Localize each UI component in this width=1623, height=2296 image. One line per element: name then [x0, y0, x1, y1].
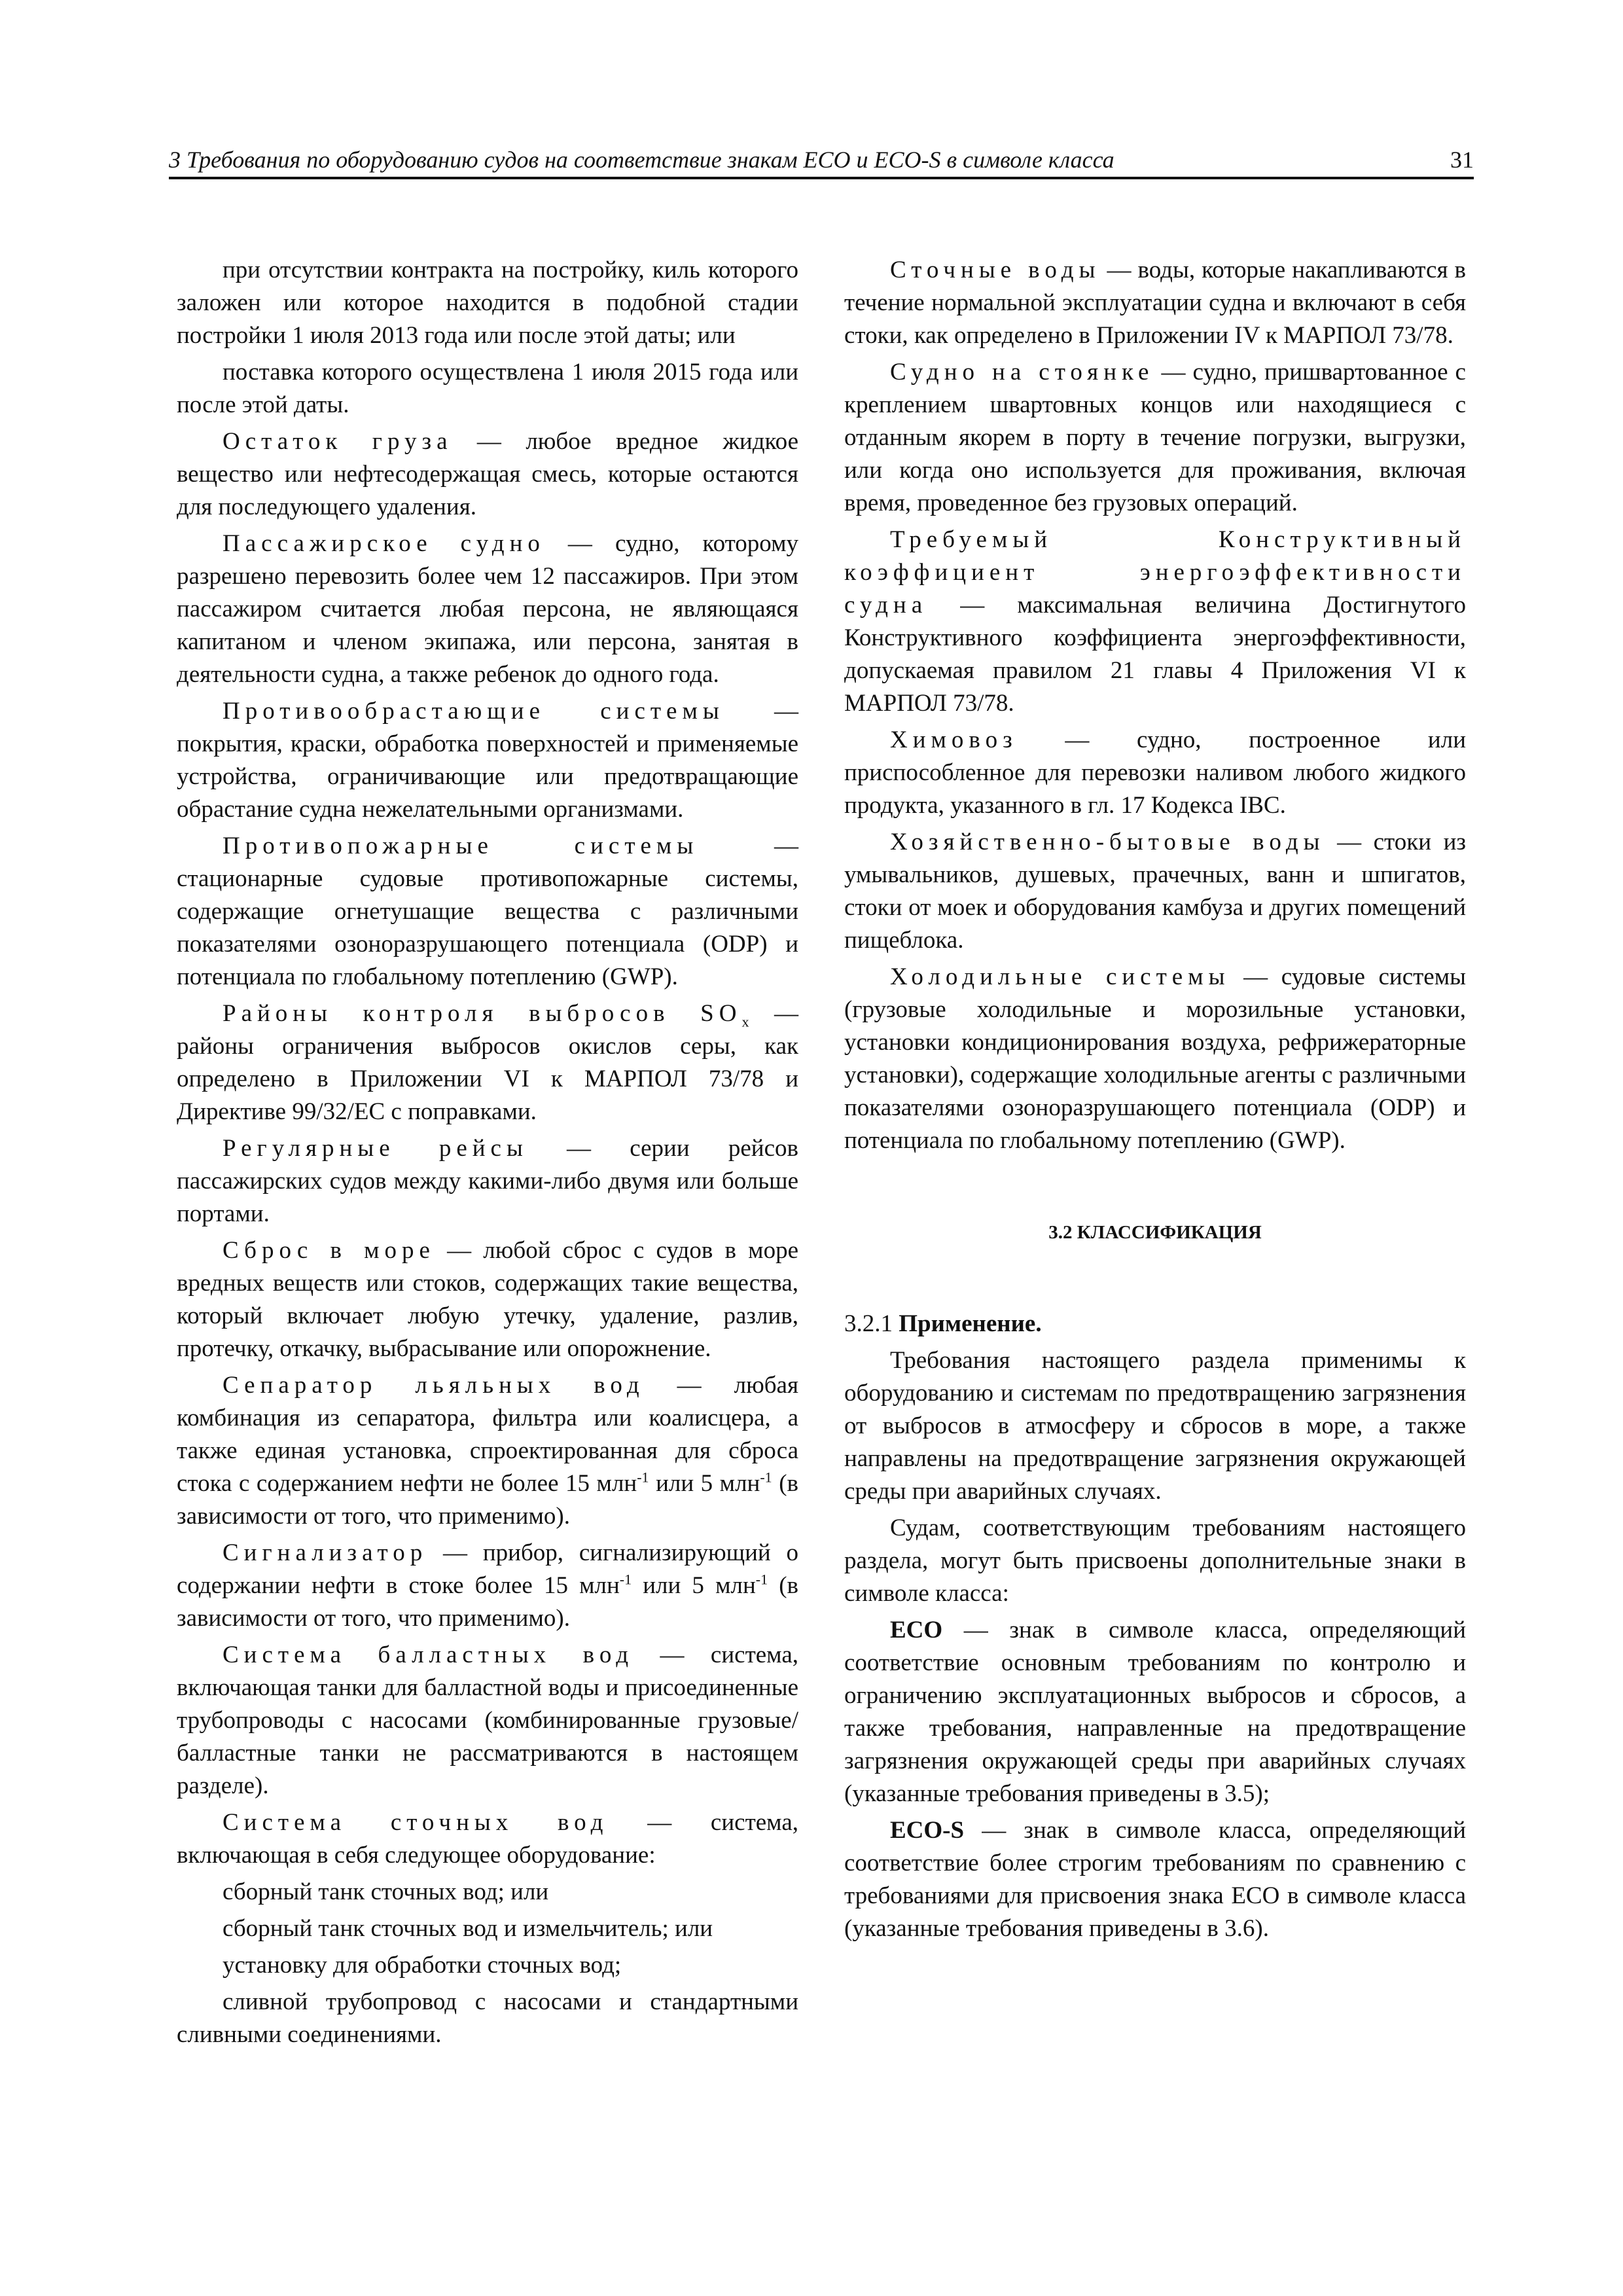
- header-title: 3 Требования по оборудованию судов на соответствие знакам ECO и ECO-S в символе класса: [169, 147, 1115, 173]
- definition-text: — максимальная величина Достигнутого Конструктивного коэффициента энергоэффективности, допускаемая правилом 21 главы 4 Приложения VI к МАРПОЛ 73/78.: [844, 592, 1466, 717]
- definition: [844, 724, 1466, 822]
- definition: [844, 961, 1466, 1157]
- definition: [177, 1639, 798, 1803]
- mark-definition: [844, 1614, 1466, 1810]
- section-heading: 3.2 КЛАССИФИКАЦИЯ: [1048, 1222, 1262, 1243]
- list-item: сборный танк сточных вод и измельчитель; или: [223, 1915, 713, 1942]
- term: Районы контроля выбросов SO: [223, 1000, 742, 1027]
- left-column: [177, 254, 798, 2055]
- term: Противообрастающие системы: [223, 698, 724, 725]
- term: Требуемый Конструктивный коэффициент энергоэффективности судна: [844, 526, 1466, 619]
- superscript: -1: [637, 1469, 649, 1486]
- definition-text: — любое вредное жидкое вещество или нефтесодержащая смесь, которые остаются для последующего удаления.: [177, 428, 798, 520]
- paragraph: поставка которого осуществлена 1 июля 2015 года или после этой даты.: [177, 359, 798, 418]
- term: Сигнализатор: [223, 1539, 428, 1566]
- definition: [844, 254, 1466, 352]
- definition-text: (в зависимости от того, что применимо).: [177, 1572, 798, 1632]
- superscript: -1: [760, 1469, 772, 1486]
- definition-text: — стоки из умывальников, душевых, прачечных, ванн и шпигатов, стоки от моек и оборудования камбуза и других помещений пищеблока.: [844, 829, 1466, 954]
- definition: [177, 528, 798, 691]
- definition-text: — система, включающая танки для балластной воды и присоединенные трубопроводы с насосами (комбинированные грузовые/балластные танки не рассматриваются в настоящем разделе).: [177, 1641, 798, 1799]
- list-item: сборный танк сточных вод; или: [223, 1878, 549, 1905]
- subsection-title: Применение.: [899, 1310, 1042, 1337]
- definition-text: — судно, построенное или приспособленное для перевозки наливом любого жидкого продукта, указанного в гл. 17 Кодекса IBC.: [844, 726, 1466, 819]
- term: Хозяйственно-бытовые воды: [890, 829, 1325, 855]
- list-item: сливной трубопровод с насосами и стандартными сливными соединениями.: [177, 1988, 798, 2048]
- definition-text: (в зависимости от того, что применимо).: [177, 1470, 799, 1530]
- class-mark: ECO-S: [890, 1817, 965, 1844]
- term: Сепаратор льяльных вод: [223, 1372, 645, 1399]
- term: Сброс в море: [223, 1237, 435, 1264]
- definition-text: — судовые системы (грузовые холодильные и морозильные установки, установки кондиционирования воздуха, рефрижераторные установки), содержащие холодильные агенты с различными показателями озоноразрушающего потенциала (ODP) и потенциала по глобальному потеплению (GWP).: [844, 963, 1466, 1154]
- superscript: -1: [755, 1571, 768, 1588]
- term: Судно на стоянке: [890, 359, 1154, 386]
- definition-text: — любая комбинация из сепаратора, фильтра или коалисцера, а также единая установка, спроектированная для сброса стока с содержанием нефти не более 15 млн: [177, 1372, 798, 1497]
- term: Регулярные рейсы: [223, 1135, 528, 1162]
- term: Сточные воды: [890, 257, 1101, 283]
- term: Система сточных вод: [223, 1809, 609, 1836]
- paragraph: при отсутствии контракта на постройку, киль которого заложен или которое находится в подобной стадии постройки 1 июля 2013 года или после этой даты; или: [177, 257, 798, 349]
- definition-text: — система, включающая в себя следующее оборудование:: [177, 1809, 799, 1869]
- paragraph: Требования настоящего раздела применимы к оборудованию и системам по предотвращению загрязнения от выбросов в атмосферу и сбросов в море, а также направлены на предотвращение загрязнения окружающей среды при аварийных случаях.: [844, 1347, 1466, 1505]
- definition-text: — серии рейсов пассажирских судов между какими-либо двумя или больше портами.: [177, 1135, 798, 1227]
- term: Пассажирское судно: [223, 530, 545, 557]
- definition: [844, 524, 1466, 720]
- subsection-number: 3.2.1: [844, 1310, 899, 1337]
- definition-text: или 5 млн: [632, 1572, 756, 1599]
- definition-text: — районы ограничения выбросов окислов серы, как определено в Приложении VI к МАРПОЛ 73/78 и Директиве 99/32/ЕС с поправками.: [177, 1000, 798, 1125]
- class-mark: ECO: [890, 1617, 943, 1643]
- definition: [177, 425, 798, 524]
- term: Противопожарные системы: [223, 833, 699, 859]
- definition: [844, 826, 1466, 957]
- definition-text: — прибор, сигнализирующий о содержании нефти в стоке более 15 млн: [177, 1539, 798, 1599]
- definition: [177, 1537, 798, 1635]
- definition: [177, 1369, 798, 1533]
- definition-text: — судно, пришвартованное с креплением швартовных концов или находящиеся с отданным якорем в порту в течение погрузки, выгрузки, или когда оно используется для проживания, включая время, проведенное без грузовых операций.: [844, 359, 1466, 516]
- term: Химовоз: [890, 726, 1018, 753]
- definition: [177, 1132, 798, 1230]
- term: Холодильные системы: [890, 963, 1230, 990]
- definition: [177, 1806, 798, 1872]
- subscript: x: [741, 1013, 749, 1030]
- definition-text: — воды, которые накапливаются в течение нормальной эксплуатации судна и включают в себя стоки, как определено в Приложении IV к МАРПОЛ 73/78.: [844, 257, 1466, 349]
- superscript: -1: [619, 1571, 632, 1588]
- page-number: 31: [1450, 147, 1474, 173]
- definition-text: — знак в символе класса, определяющий соответствие основным требованиям по контролю и ограничению эксплуатационных выбросов и сбросов, а также требования, направленные на предотвращение загрязнения окружающей среды при аварийных случаях (указанные требования приведены в 3.5);: [844, 1617, 1466, 1807]
- definition: [844, 356, 1466, 520]
- list-item: установку для обработки сточных вод;: [223, 1952, 622, 1979]
- subsection-heading: [844, 1308, 1466, 1340]
- paragraph: Судам, соответствующим требованиям настоящего раздела, могут быть присвоены дополнительные знаки в символе класса:: [844, 1515, 1466, 1607]
- running-header: [169, 143, 1474, 179]
- definition: [177, 997, 798, 1128]
- mark-definition: [844, 1814, 1466, 1945]
- definition: [177, 830, 798, 994]
- definition: [177, 695, 798, 826]
- definition: [177, 1234, 798, 1365]
- term: Система балластных вод: [223, 1641, 634, 1668]
- definition-text: — любой сброс с судов в море вредных веществ или стоков, содержащих такие вещества, который включает любую утечку, удаление, разлив, протечку, откачку, выбрасывание или опорожнение.: [177, 1237, 798, 1362]
- term: Остаток груза: [223, 428, 453, 455]
- definition-text: или 5 млн: [649, 1470, 760, 1497]
- definition-text: — судно, которому разрешено перевозить более чем 12 пассажиров. При этом пассажиром считается любая персона, не являющаяся капитаном и членом экипажа, или персона, занятая в деятельности судна, а также ребенок до одного года.: [177, 530, 798, 688]
- definition-text: — знак в символе класса, определяющий соответствие более строгим требованиям по сравнению с требованиями для присвоения знака ECO в символе класса (указанные требования приведены в 3.6).: [844, 1817, 1466, 1942]
- definition-text: — стационарные судовые противопожарные системы, содержащие огнетушащие вещества с различными показателями озоноразрушающего потенциала (ODP) и потенциала по глобальному потеплению (GWP).: [177, 833, 798, 990]
- definition-text: — покрытия, краски, обработка поверхностей и применяемые устройства, ограничивающие или предотвращающие обрастание судна нежелательными организмами.: [177, 698, 798, 823]
- right-column: [844, 254, 1466, 1949]
